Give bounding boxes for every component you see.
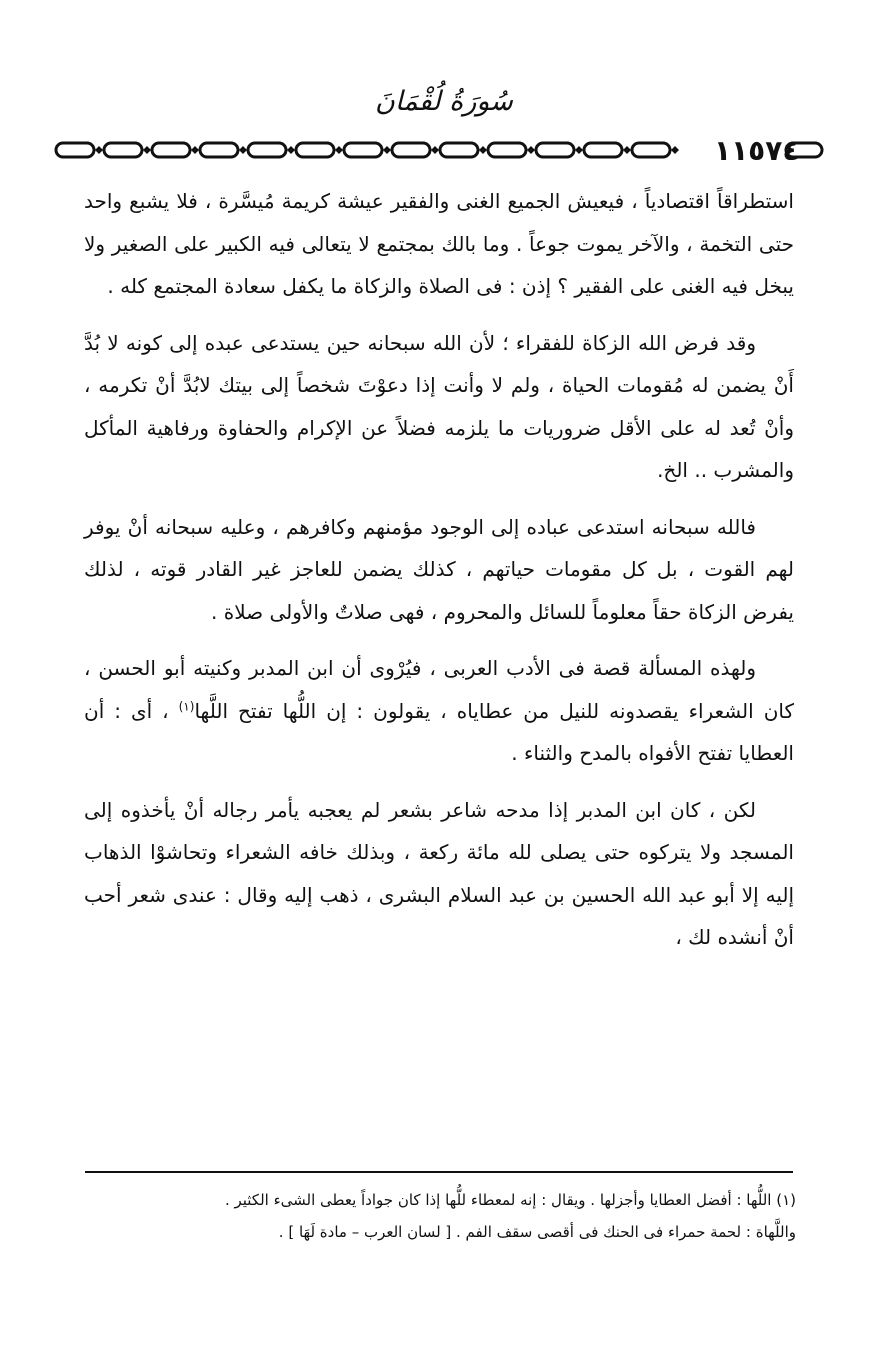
chain-stud (527, 146, 535, 154)
footnote-divider (85, 1171, 793, 1173)
chain-stud (95, 146, 103, 154)
chain-link (488, 143, 526, 157)
chain-link (296, 143, 334, 157)
paragraph-4 (84, 647, 794, 775)
chain-link (536, 143, 574, 157)
chain-link (248, 143, 286, 157)
chain-link (584, 143, 622, 157)
chain-link (632, 143, 670, 157)
footnote-line-1: (١) اللُّها : أفضل العطايا وأجزلها . ويقال : إنه لمعطاء للُّها إذا كان جواداً يعطى الشىء الكثير . (224, 1191, 796, 1209)
chain-stud (239, 146, 247, 154)
paragraph-4-text: ولهذه المسألة قصة فى الأدب العربى ، فيُرْوى أن ابن المدبر وكنيته أبو الحسن ، كان الشعراء يقصدونه للنيل من عطاياه ، يقولون : إن اللُّها تفتح اللَّها (84, 656, 795, 723)
chain-stud (479, 146, 487, 154)
footnotes (84, 1184, 796, 1248)
page-number: ١١٥٧٤ (714, 134, 800, 167)
paragraph-3: فالله سبحانه استدعى عباده إلى الوجود مؤمنهم وكافرهم ، وعليه سبحانه أنْ يوفر لهم القوت ، بل كل مقومات حياتهم ، كذلك يضمن للعاجز غير القادر قوته ، لذلك يفرض الزكاة حقاً معلوماً للسائل والمحروم ، فهى صلاتٌ والأولى صلاة . (84, 514, 794, 624)
chain-stud (191, 146, 199, 154)
chain-stud (431, 146, 439, 154)
chain-link (200, 143, 238, 157)
surah-title: سُورَةُ لُقْمَانَ (375, 86, 513, 117)
chain-link (104, 143, 142, 157)
footnote-reference[interactable]: (١) (178, 698, 195, 713)
chain-link (392, 143, 430, 157)
chain-link (56, 143, 94, 157)
paragraph-4-tail: ، أى : أن العطايا تفتح الأفواه بالمدح والثناء . (84, 698, 794, 765)
chain-stud (143, 146, 151, 154)
chain-stud (287, 146, 295, 154)
chain-link (440, 143, 478, 157)
paragraph-1: استطراقاً اقتصادياً ، فيعيش الجميع الغنى والفقير عيشة كريمة مُيسَّرة ، فلا يشبع واحد حتى التخمة ، والآخر يموت جوعاً . وما بالك بمجتمع لا يتعالى فيه الكبير على الصغير ولا يبخل فيه الغنى على الفقير ؟ إذن : فى الصلاة والزكاة ما يكفل سعادة المجتمع كله . (84, 189, 794, 298)
paragraph-2: وقد فرض الله الزكاة للفقراء ؛ لأن الله سبحانه حين يستدعى عبده إلى كونه لا بُدَّ أَنْ يضمن له مُقومات الحياة ، ولم لا وأنت إذا دعوْتَ شخصاً إلى بيتك لابُدَّ أنْ تكرمه ، وأنْ تُعد له على الأقل ضروريات ما يلزمه فضلاً عن الإكرام والحفاوة ورفاهية المأكل والمشرب .. الخ. (84, 330, 794, 482)
paragraph-5: لكن ، كان ابن المدبر إذا مدحه شاعر بشعر لم يعجبه يأمر رجاله أنْ يأخذوه إلى المسجد ولا يتركوه حتى يصلى لله مائة ركعة ، وبذلك خافه الشعراء وتحاشوْا الذهاب إليه إلا أبو عبد الله الحسين بن عبد السلام البشرى ، ذهب إليه وقال : عندى شعر أحب أنْ أنشده لك ، (84, 797, 794, 949)
chain-stud (383, 146, 391, 154)
chain-end-ornament (784, 140, 826, 160)
chain-stud (335, 146, 343, 154)
chain-stud (623, 146, 631, 154)
main-text (84, 180, 794, 959)
chain-link (152, 143, 190, 157)
ornamental-chain-border (52, 130, 712, 170)
chain-link (344, 143, 382, 157)
chain-stud (671, 146, 679, 154)
footnote-line-2: واللَّهاة : لحمة حمراء فى الحنك فى أقصى سقف الفم . [ لسان العرب – مادة لَهَا ] . (278, 1223, 796, 1241)
chain-stud (575, 146, 583, 154)
